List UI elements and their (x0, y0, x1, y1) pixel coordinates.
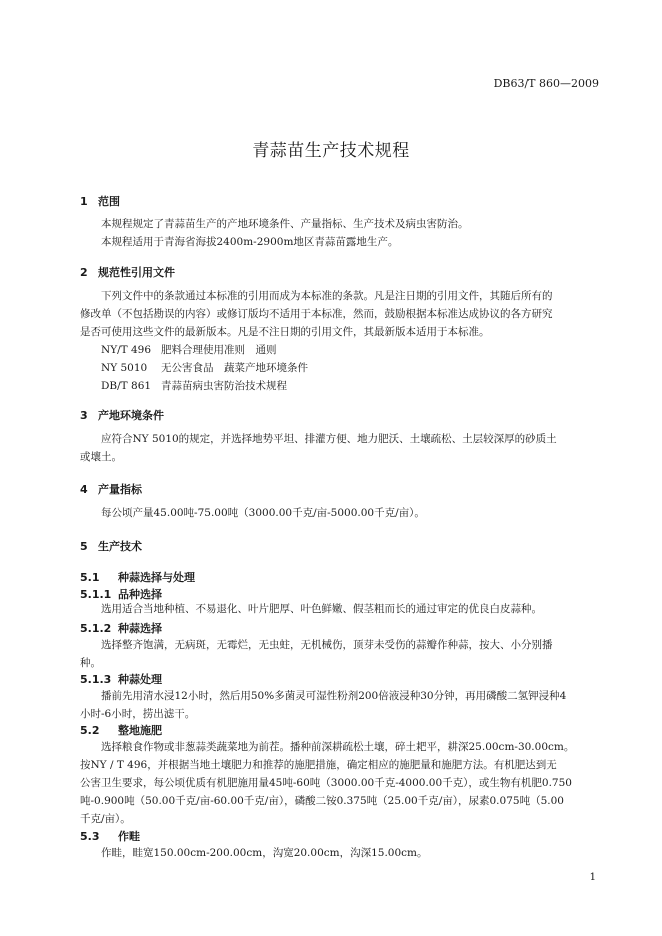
document-title: 青蒜苗生产技术规程 (252, 141, 410, 161)
section-number: 5.1.3 (80, 673, 112, 686)
reference-code: NY 5010 (101, 362, 148, 374)
paragraph-environment (80, 430, 600, 466)
reference-code: NY/T 496 (101, 344, 152, 356)
text-line: 每公顷产量45.00吨-75.00吨（3000.00千克/亩-5000.00千克/亩）。 (101, 507, 425, 519)
reference-item (101, 360, 308, 375)
paragraph-seed-treatment (80, 687, 600, 723)
page-number: 1 (589, 872, 596, 883)
subsection-heading-seed-treatment (80, 671, 162, 687)
subsection-heading-seed-selection (80, 620, 162, 636)
section-number: 3 (80, 409, 88, 422)
subsection-heading-soil (80, 722, 162, 738)
text-line: 本规程适用于青海省海拔2400m-2900m地区青蒜苗露地生产。 (101, 236, 399, 248)
text-line: 本规程规定了青蒜苗生产的产地环境条件、产量指标、生产技术及病虫害防治。 (101, 218, 469, 230)
section-title: 产量指标 (98, 483, 142, 496)
section-title: 品种选择 (118, 588, 162, 601)
section-number: 1 (80, 195, 88, 208)
section-number: 5.1.1 (80, 588, 112, 601)
section-title: 范围 (98, 195, 120, 208)
section-heading-scope (80, 193, 120, 209)
section-title: 整地施肥 (118, 724, 162, 737)
text-line: 下列文件中的条款通过本标准的引用而成为本标准的条款。凡是注日期的引用文件，其随后所有的 (101, 290, 553, 302)
section-number: 5.3 (80, 830, 100, 843)
paragraph-scope (80, 215, 600, 251)
section-title: 生产技术 (98, 540, 142, 553)
paragraph-seed-selection (80, 636, 600, 672)
text-line: 应符合NY 5010的规定，并选择地势平坦、排灌方便、地力肥沃、土壤疏松、土层较深厚的砂质土 (101, 433, 557, 445)
text-line: 公害卫生要求，每公顷优质有机肥施用量45吨-60吨（3000.00千克-4000.00千克），或生物有机肥0.750 (80, 777, 572, 789)
section-number: 5.1 (80, 571, 100, 584)
section-title: 种蒜选择 (118, 622, 162, 635)
section-title: 规范性引用文件 (98, 266, 175, 279)
section-number: 5 (80, 540, 88, 553)
text-line: 千克/亩）。 (80, 813, 131, 825)
reference-name: 青蒜苗病虫害防治技术规程 (161, 380, 287, 392)
reference-code: DB/T 861 (101, 380, 152, 392)
section-number: 4 (80, 483, 88, 496)
paragraph-yield (80, 504, 600, 522)
reference-name: 无公害食品 蔬菜产地环境条件 (161, 362, 308, 374)
text-line: 作畦，畦宽150.00cm-200.00cm，沟宽20.00cm，沟深15.00cm。 (101, 847, 428, 859)
paragraph-soil (80, 738, 600, 828)
section-heading-references (80, 264, 175, 280)
section-title: 种蒜选择与处理 (118, 571, 195, 584)
text-line: 小时-6小时，捞出滤干。 (80, 708, 196, 720)
section-number: 5.1.2 (80, 622, 112, 635)
text-line: 或壤土。 (80, 451, 122, 463)
text-line: 播前先用清水浸12小时，然后用50%多菌灵可湿性粉剂200倍液浸种30分钟，再用磷酸二氢钾浸种4 (101, 690, 567, 702)
reference-name: 肥料合理使用准则 通则 (161, 344, 277, 356)
section-heading-production (80, 538, 142, 554)
section-title: 产地环境条件 (98, 409, 164, 422)
paragraph-bed (80, 844, 600, 862)
paragraph-variety (80, 600, 600, 618)
section-heading-environment (80, 407, 164, 423)
reference-item (101, 378, 287, 393)
text-line: 修改单（不包括勘误的内容）或修订版均不适用于本标准，然而，鼓励根据本标准达成协议的各方研究 (80, 308, 553, 320)
section-number: 5.2 (80, 724, 100, 737)
section-heading-yield (80, 481, 142, 497)
section-number: 2 (80, 266, 88, 279)
section-title: 作畦 (118, 830, 140, 843)
reference-item (101, 342, 277, 357)
text-line: 按NY / T 496，并根据当地土壤肥力和推荐的施肥措施，确定相应的施肥量和施肥方法。有机肥达到无 (80, 759, 557, 771)
text-line: 选择整齐饱满，无病斑，无霉烂，无虫蛀，无机械伤，顶芽未受伤的蒜瓣作种蒜，按大、小分别播 (101, 639, 553, 651)
text-line: 选择粮食作物或非葱蒜类蔬菜地为前茬。播种前深耕疏松土壤，碎土耙平，耕深25.00cm-30.00cm。 (101, 741, 575, 753)
subsection-heading-bed (80, 828, 140, 844)
paragraph-references (80, 287, 600, 341)
text-line: 种。 (80, 657, 101, 669)
text-line: 吨-0.900吨（50.00千克/亩-60.00千克/亩），磷酸二铵0.375吨（25.00千克/亩），尿素0.075吨（5.00 (80, 795, 564, 807)
text-line: 是否可使用这些文件的最新版本。凡是不注日期的引用文件，其最新版本适用于本标准。 (80, 326, 490, 338)
document-code: DB63/T 860—2009 (493, 77, 599, 90)
text-line: 选用适合当地种植、不易退化、叶片肥厚、叶色鲜嫩、假茎粗而长的通过审定的优良白皮蒜种。 (101, 603, 542, 615)
section-title: 种蒜处理 (118, 673, 162, 686)
subsection-heading-seed (80, 569, 195, 585)
